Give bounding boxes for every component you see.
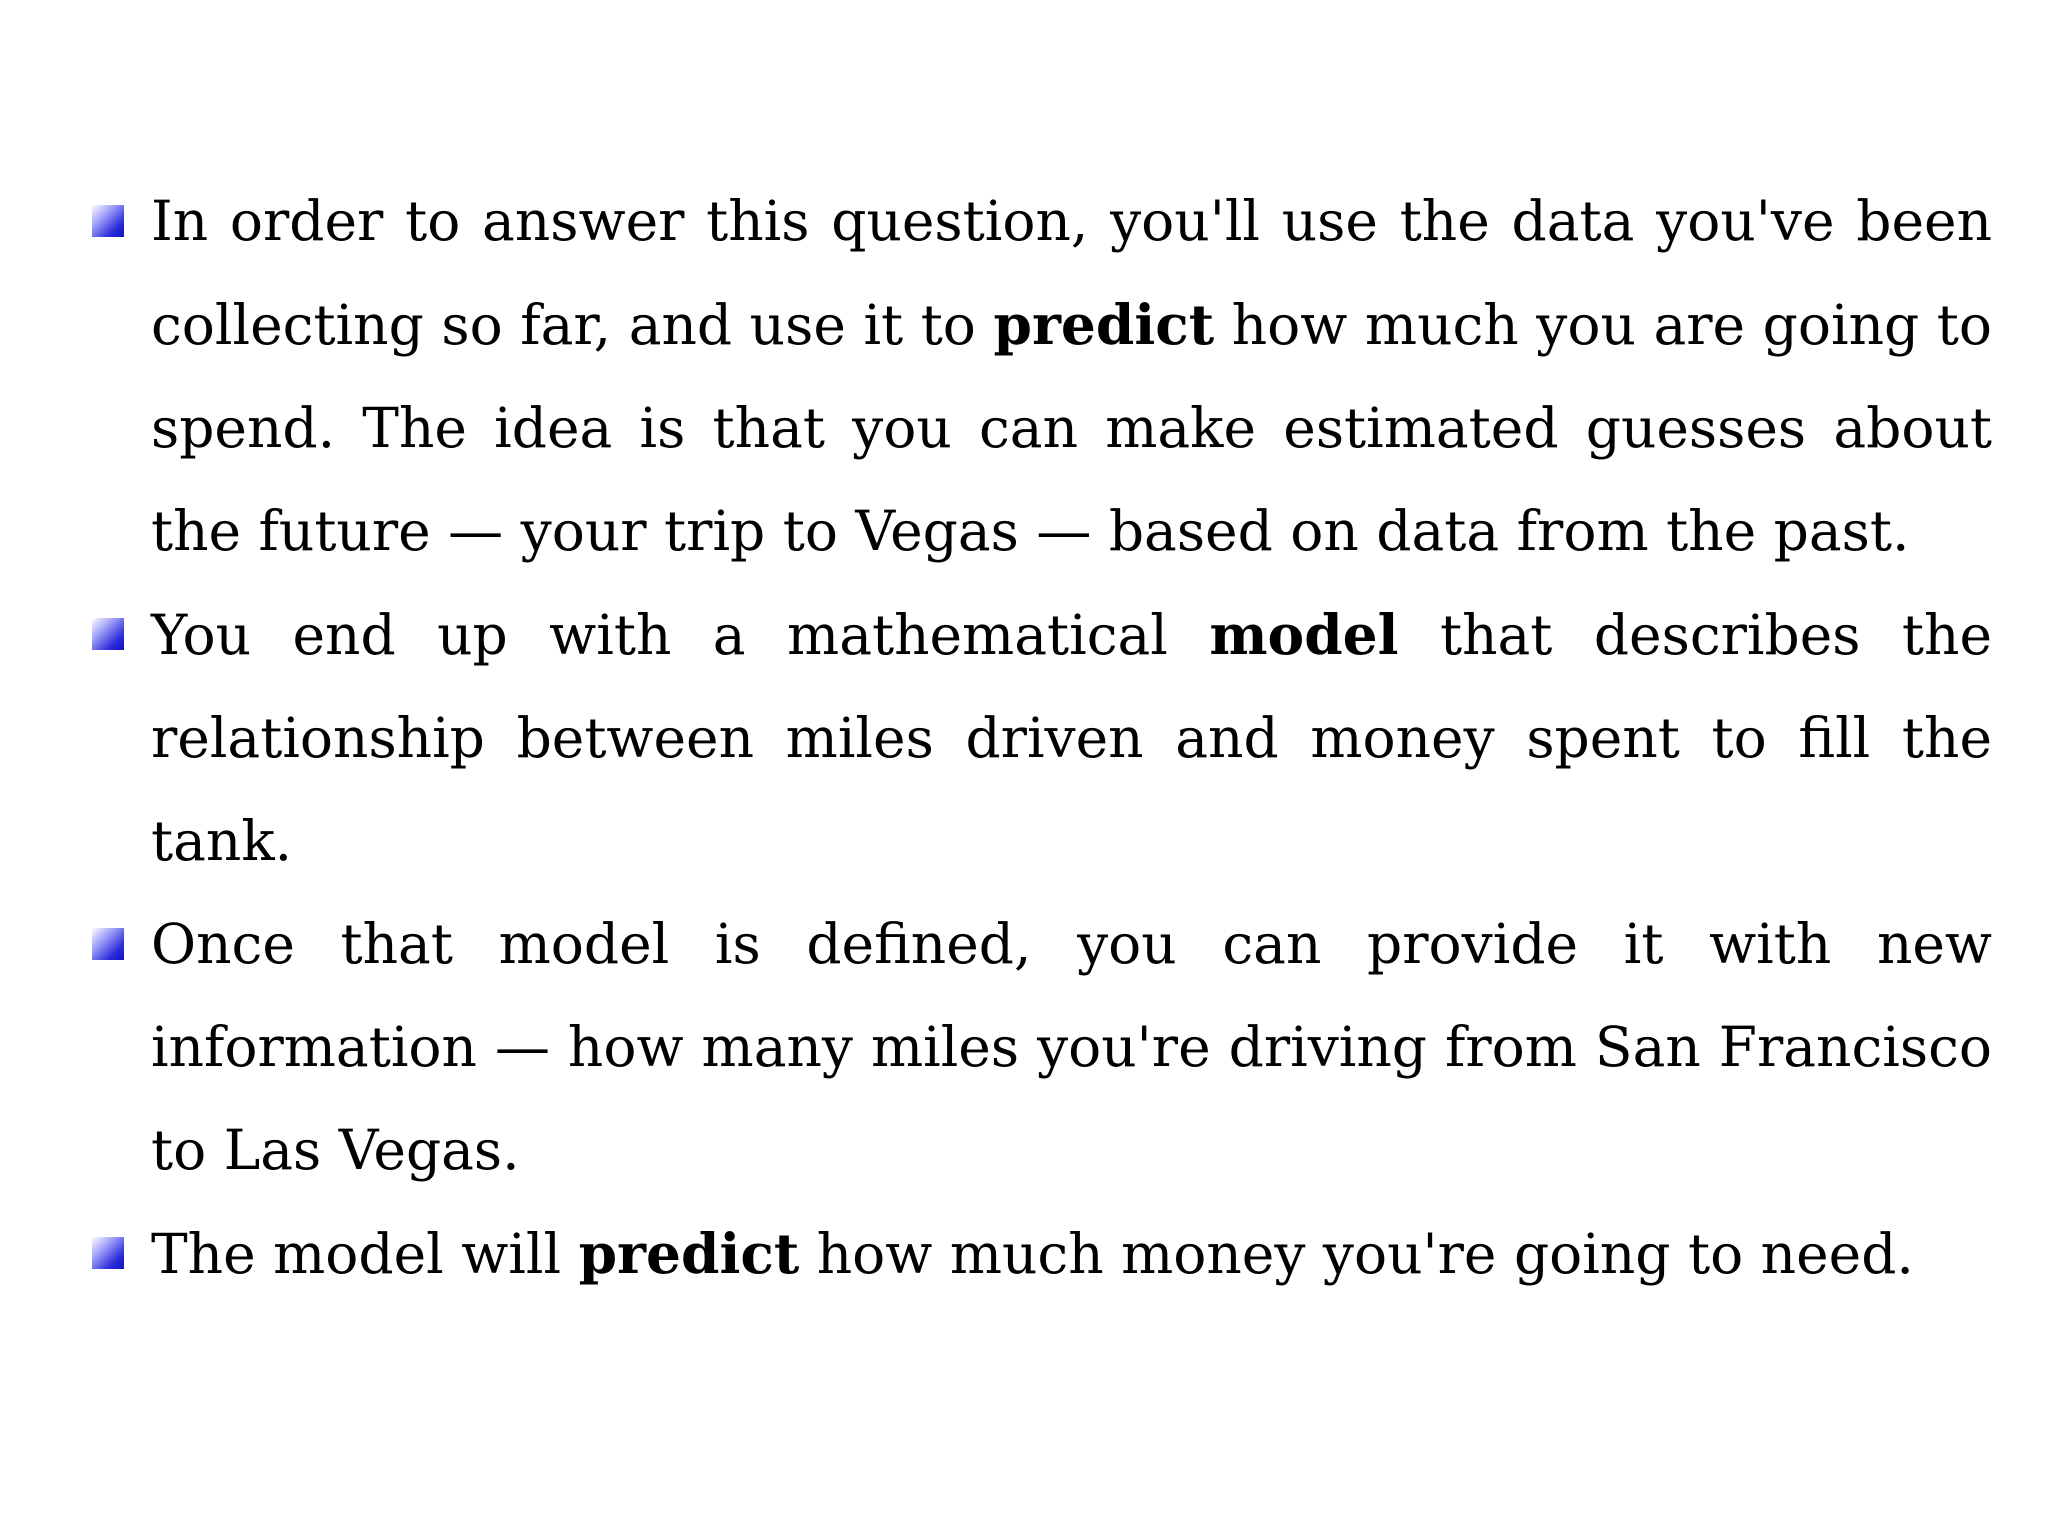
bullet-emphasis: model (1209, 602, 1399, 667)
bullet-item-1 (92, 170, 1992, 583)
bullet-text-start: You end up with a mathematical (151, 603, 1210, 667)
bullet-text-start: In order to answer this question, you'll use the data you've been collecting so far, and use it to (151, 189, 1992, 357)
bullet-item-2 (92, 583, 1992, 893)
bullet-emphasis: predict (993, 292, 1215, 357)
gradient-square-icon (92, 928, 124, 960)
bullet-text-end: how much you are going to spend. The idea is that you can make estimated guesses about the future — your trip to Vegas — based on data from the past. (151, 293, 1992, 563)
bullet-list (92, 170, 1992, 1306)
gradient-square-icon (92, 205, 124, 237)
bullet-text-end: how much money you're going to need. (799, 1222, 1914, 1286)
bullet-item-3 (92, 893, 1992, 1202)
gradient-square-icon (92, 1237, 124, 1269)
bullet-item-4 (92, 1202, 1992, 1306)
bullet-text-start: The model will (151, 1222, 579, 1286)
bullet-emphasis: predict (578, 1221, 800, 1286)
gradient-square-icon (92, 618, 124, 650)
bullet-text-end: that describes the relationship between miles driven and money spent to fill the tank. (151, 603, 1992, 873)
bullet-text-start: Once that model is defined, you can provide it with new information — how many miles you're driving from San Francisco to Las Vegas. (151, 912, 1992, 1182)
